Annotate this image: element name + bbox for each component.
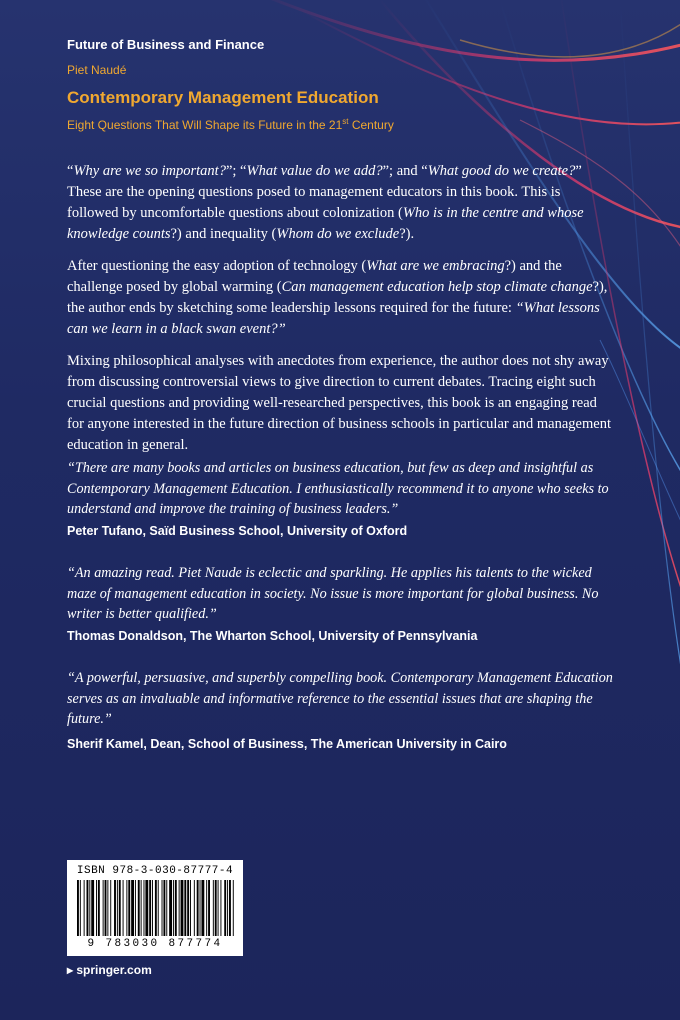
barcode-bar bbox=[194, 880, 195, 936]
text-run: ?) and inequality ( bbox=[170, 226, 277, 242]
barcode-bar bbox=[166, 880, 167, 936]
barcode-bar bbox=[181, 880, 184, 936]
barcode-digits: 9 783030 877774 bbox=[87, 938, 223, 950]
italic-text: What value do we add? bbox=[246, 163, 383, 179]
barcode-bar bbox=[200, 880, 201, 936]
italic-text: What good do we create? bbox=[427, 163, 576, 179]
italic-text: What are we embracing bbox=[366, 258, 505, 274]
blurb-paragraph-3 bbox=[67, 351, 613, 456]
barcode-bar bbox=[126, 880, 127, 936]
author-name: Piet Naudé bbox=[67, 63, 127, 77]
subtitle-main: Eight Questions That Will Shape its Future in the 21 bbox=[67, 118, 343, 132]
barcode-bar bbox=[107, 880, 108, 936]
isbn-number: ISBN 978-3-030-87777-4 bbox=[76, 865, 234, 877]
barcode-bar bbox=[117, 880, 118, 936]
barcode-bar bbox=[184, 880, 186, 936]
barcode-bar bbox=[152, 880, 153, 936]
barcode-bar bbox=[149, 880, 151, 936]
barcode-bar bbox=[144, 880, 145, 936]
barcode-bar bbox=[105, 880, 107, 936]
italic-text: Who is in the centre and whose knowledge counts bbox=[67, 205, 584, 242]
barcode-bar bbox=[103, 880, 104, 936]
italic-text: Whom do we exclude bbox=[276, 226, 400, 242]
blurb bbox=[67, 161, 613, 467]
barcode-bar bbox=[190, 880, 191, 936]
barcode-bar bbox=[87, 880, 89, 936]
barcode-bar bbox=[158, 880, 159, 936]
barcode-bar bbox=[213, 880, 214, 936]
endorsement-attribution: Thomas Donaldson, The Wharton School, University of Pennsylvania bbox=[67, 629, 478, 643]
barcode-bar bbox=[128, 880, 130, 936]
barcode-bar bbox=[208, 880, 210, 936]
publisher-link-text: springer.com bbox=[76, 963, 152, 977]
barcode-bar bbox=[179, 880, 180, 936]
barcode-bar bbox=[173, 880, 174, 936]
barcode-bar bbox=[155, 880, 157, 936]
barcode-bar bbox=[84, 880, 85, 936]
text-run: ”; “ bbox=[225, 163, 247, 179]
barcode-bars bbox=[75, 880, 235, 938]
barcode-bar bbox=[197, 880, 199, 936]
italic-text: Can management education help stop climate change bbox=[281, 279, 593, 295]
text-run: ” These are the opening questions posed to management educators in this book. This is followed by uncomfortable questions about colonization ( bbox=[67, 163, 582, 221]
blurb-paragraph-2 bbox=[67, 256, 613, 340]
barcode-bar bbox=[227, 880, 228, 936]
barcode-bar bbox=[145, 880, 148, 936]
text-run: ?), the author ends by sketching some leadership lessons required for the future: bbox=[67, 279, 608, 316]
italic-text: “What lessons can we learn in a black swan event?” bbox=[67, 300, 600, 337]
publisher-link[interactable] bbox=[67, 963, 152, 977]
endorsement-quote: “An amazing read. Piet Naude is eclectic and sparkling. He applies his talents to the wicked maze of management education in society. No issue is more important for global business. No writer is better qualified.” bbox=[67, 565, 599, 622]
barcode-bar bbox=[162, 880, 163, 936]
endorsement-quote: “A powerful, persuasive, and superbly compelling book. Contemporary Management Education serves as an invaluable and informative reference to the essential issues that are shaping the future.” bbox=[67, 670, 613, 727]
book-subtitle bbox=[67, 117, 394, 132]
barcode-bar bbox=[80, 880, 81, 936]
series-name: Future of Business and Finance bbox=[67, 37, 265, 52]
barcode-bar bbox=[77, 880, 79, 936]
text-run: ”; and “ bbox=[382, 163, 428, 179]
barcode-bar bbox=[233, 880, 234, 936]
endorsement-attribution: Sherif Kamel, Dean, School of Business, The American University in Cairo bbox=[67, 737, 507, 751]
text-run: ?). bbox=[399, 226, 415, 242]
barcode-bar bbox=[138, 880, 140, 936]
blurb-paragraph-1 bbox=[67, 161, 613, 245]
barcode-bar bbox=[224, 880, 226, 936]
barcode-bar bbox=[119, 880, 121, 936]
barcode-bar bbox=[163, 880, 165, 936]
isbn-barcode bbox=[67, 860, 243, 956]
text-run: After questioning the easy adoption of technology ( bbox=[67, 258, 367, 274]
barcode-bar bbox=[220, 880, 221, 936]
barcode-bar bbox=[201, 880, 204, 936]
italic-text: Why are we so important? bbox=[73, 163, 226, 179]
barcode-bar bbox=[187, 880, 189, 936]
barcode-bar bbox=[135, 880, 136, 936]
barcode-bar bbox=[218, 880, 219, 936]
barcode-bar bbox=[110, 880, 111, 936]
text-run: ?) and the challenge posed by global warming ( bbox=[67, 258, 562, 295]
barcode-bar bbox=[114, 880, 116, 936]
barcode-bar bbox=[91, 880, 94, 936]
arrow-icon: ▸ bbox=[67, 963, 74, 977]
barcode-bar bbox=[229, 880, 231, 936]
subtitle-superscript: st bbox=[342, 117, 349, 126]
text-run: Mixing philosophical analyses with anecdotes from experience, the author does not shy away from discussing controversial views to give direction to current debates. Tracing eight such crucial questions and providing well-researched perspectives, this book is an engaging read for anyone interested in the future direction of business schools in particular and management education in general. bbox=[67, 353, 611, 453]
barcode-bar bbox=[98, 880, 100, 936]
text-run: “ bbox=[67, 163, 74, 179]
barcode-bar bbox=[123, 880, 124, 936]
barcode-bar bbox=[169, 880, 172, 936]
book-title: Contemporary Management Education bbox=[67, 88, 379, 107]
endorsement-attribution: Peter Tufano, Saïd Business School, University of Oxford bbox=[67, 524, 408, 538]
barcode-bar bbox=[175, 880, 177, 936]
endorsement-quote: “There are many books and articles on business education, but few as deep and insightful as Contemporary Management Education. I enthusiastically recommend it to anyone who seeks to understand and improve the training of business leaders.” bbox=[67, 460, 609, 517]
barcode-bar bbox=[206, 880, 207, 936]
barcode-bar bbox=[96, 880, 97, 936]
barcode-bar bbox=[215, 880, 217, 936]
barcode-bar bbox=[89, 880, 90, 936]
subtitle-end: Century bbox=[348, 118, 394, 132]
barcode-bar bbox=[131, 880, 134, 936]
barcode-bar bbox=[141, 880, 142, 936]
